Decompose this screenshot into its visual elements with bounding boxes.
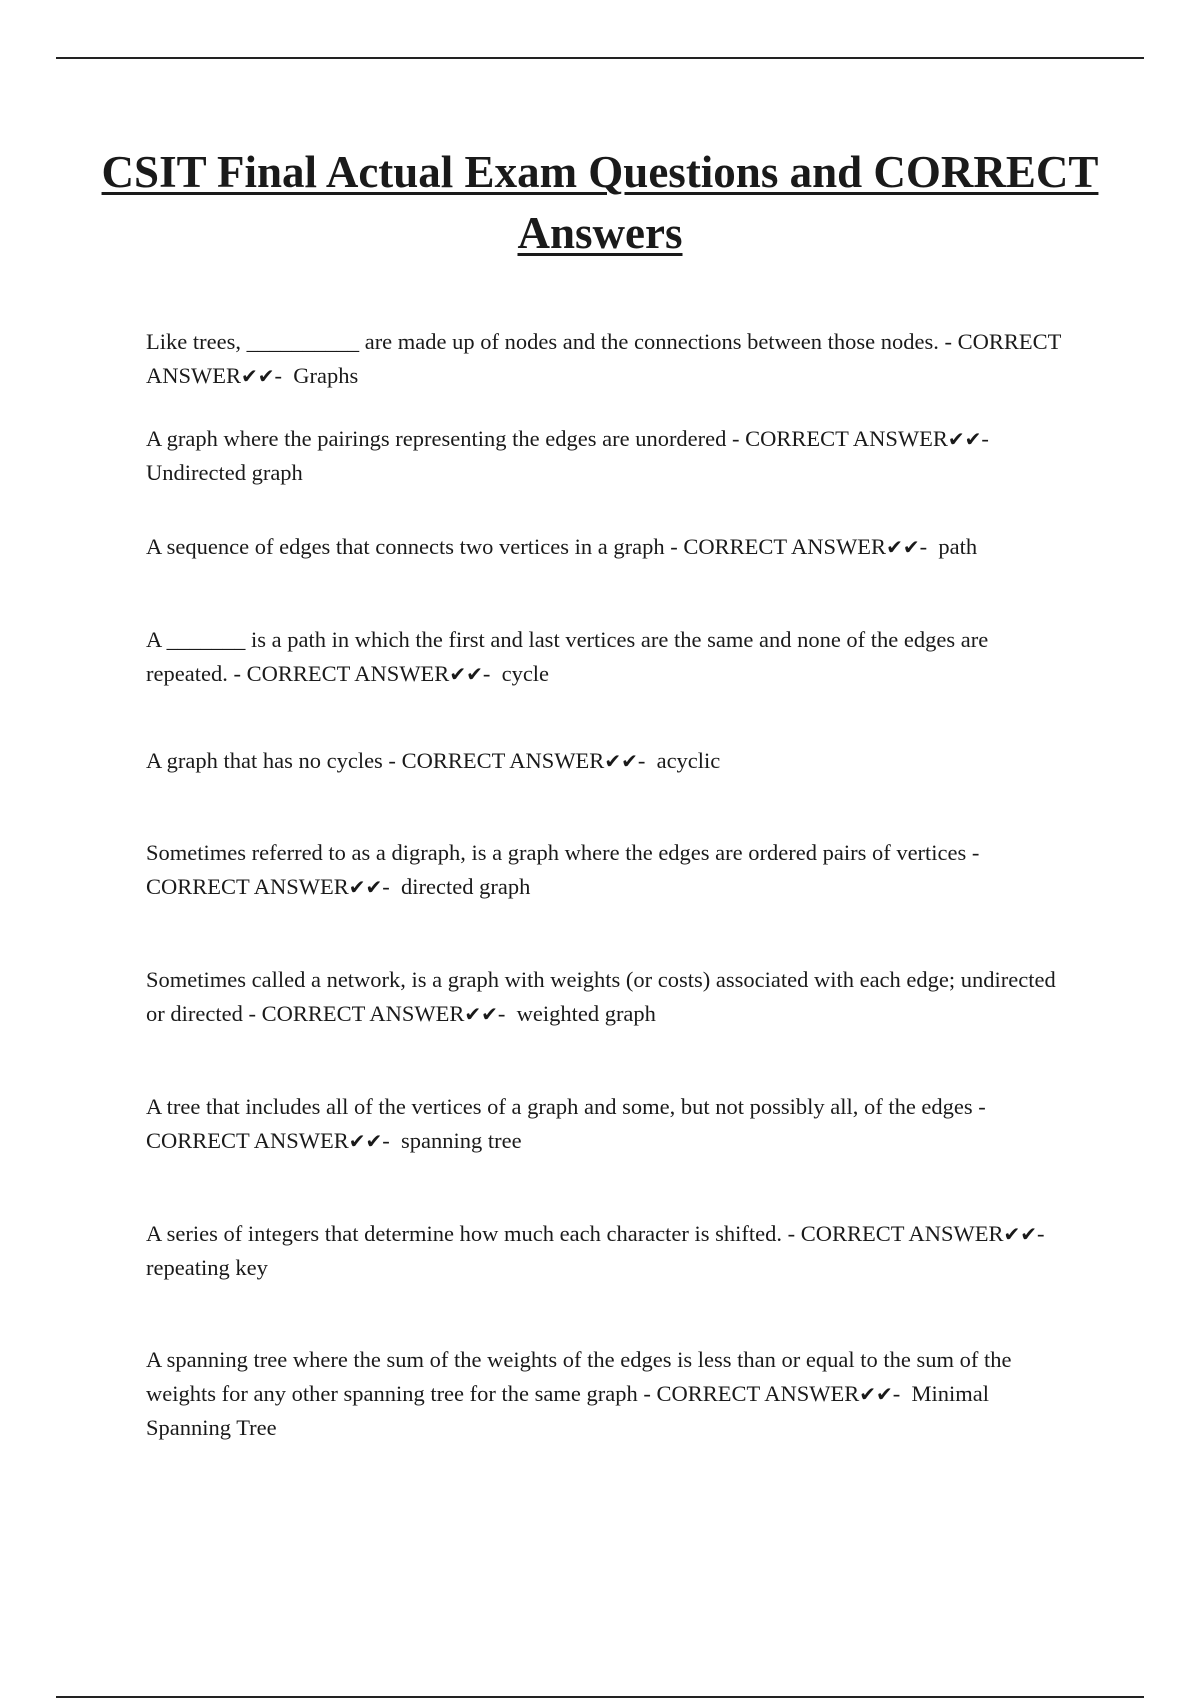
- question-text: A spanning tree where the sum of the weights of the edges is less than or equal to the sum of the weights for any other spanning tree for the same graph -: [146, 1347, 1018, 1406]
- qa-item: [146, 1217, 1066, 1285]
- answer-marker: CORRECT ANSWER: [800, 1221, 1004, 1246]
- answer-text: path: [938, 534, 978, 559]
- qa-item: [146, 963, 1066, 1031]
- qa-item: [146, 836, 1066, 904]
- check-marks-icon: ✔✔: [1003, 1222, 1038, 1246]
- check-marks-icon: ✔✔: [604, 749, 638, 773]
- answer-dash: -: [497, 1001, 517, 1026]
- answer-dash: -: [274, 363, 294, 388]
- qa-item: [146, 325, 1066, 393]
- answer-text: weighted graph: [516, 1001, 656, 1026]
- answer-dash: -: [919, 534, 939, 559]
- check-marks-icon: ✔✔: [886, 535, 920, 559]
- answer-dash: -: [981, 426, 1001, 451]
- answer-marker: CORRECT ANSWER: [401, 748, 605, 773]
- question-text: A graph that has no cycles -: [146, 748, 396, 773]
- answer-dash: -: [382, 1128, 402, 1153]
- check-marks-icon: ✔✔: [464, 1002, 498, 1026]
- answer-dash: -: [892, 1381, 912, 1406]
- check-marks-icon: ✔✔: [859, 1382, 893, 1406]
- document-title-text: CSIT Final Actual Exam Questions and CORRECT Answers: [101, 147, 1099, 258]
- answer-marker: CORRECT ANSWER: [146, 329, 1066, 388]
- answer-text: Minimal Spanning Tree: [146, 1381, 995, 1440]
- answer-text: Undirected graph: [146, 460, 303, 485]
- answer-text: acyclic: [656, 748, 721, 773]
- qa-item: [146, 744, 1066, 778]
- answer-marker: CORRECT ANSWER: [246, 661, 450, 686]
- bottom-rule: [56, 1696, 1144, 1698]
- check-marks-icon: ✔✔: [348, 1129, 383, 1153]
- check-marks-icon: ✔✔: [947, 427, 982, 451]
- answer-text: Graphs: [293, 363, 359, 388]
- answer-marker: CORRECT ANSWER: [146, 874, 349, 899]
- qa-item: [146, 422, 1066, 490]
- answer-text: directed graph: [401, 874, 531, 899]
- question-text: A tree that includes all of the vertices of a graph and some, but not possibly all, of the edges -: [146, 1094, 986, 1119]
- question-text: Sometimes referred to as a digraph, is a graph where the edges are ordered pairs of vertices -: [146, 840, 980, 865]
- answer-marker: CORRECT ANSWER: [261, 1001, 465, 1026]
- question-text: Like trees, __________ are made up of nodes and the connections between those nodes. -: [146, 329, 953, 354]
- qa-item: [146, 623, 1066, 691]
- answer-marker: CORRECT ANSWER: [656, 1381, 860, 1406]
- qa-item: [146, 530, 1066, 564]
- question-text: A graph where the pairings representing the edges are unordered -: [146, 426, 740, 451]
- answer-text: spanning tree: [401, 1128, 522, 1153]
- question-text: A sequence of edges that connects two vertices in a graph -: [146, 534, 678, 559]
- answer-dash: -: [482, 661, 502, 686]
- check-marks-icon: ✔✔: [449, 662, 483, 686]
- qa-item: [146, 1343, 1066, 1445]
- answer-marker: CORRECT ANSWER: [745, 426, 948, 451]
- document-title: [60, 142, 1140, 264]
- answer-dash: -: [1037, 1221, 1056, 1246]
- check-marks-icon: ✔✔: [348, 875, 383, 899]
- question-text: Sometimes called a network, is a graph with weights (or costs) associated with each edge; undirected or directed -: [146, 967, 1062, 1026]
- question-text: A _______ is a path in which the first and last vertices are the same and none of the edges are repeated. -: [146, 627, 994, 686]
- answer-dash: -: [637, 748, 657, 773]
- question-text: A series of integers that determine how much each character is shifted. -: [146, 1221, 796, 1246]
- check-marks-icon: ✔✔: [241, 364, 275, 388]
- answer-marker: CORRECT ANSWER: [146, 1128, 349, 1153]
- top-rule: [56, 57, 1144, 59]
- answer-dash: -: [382, 874, 402, 899]
- qa-item: [146, 1090, 1066, 1158]
- answer-text: cycle: [501, 661, 550, 686]
- answer-marker: CORRECT ANSWER: [683, 534, 887, 559]
- answer-text: repeating key: [146, 1255, 268, 1280]
